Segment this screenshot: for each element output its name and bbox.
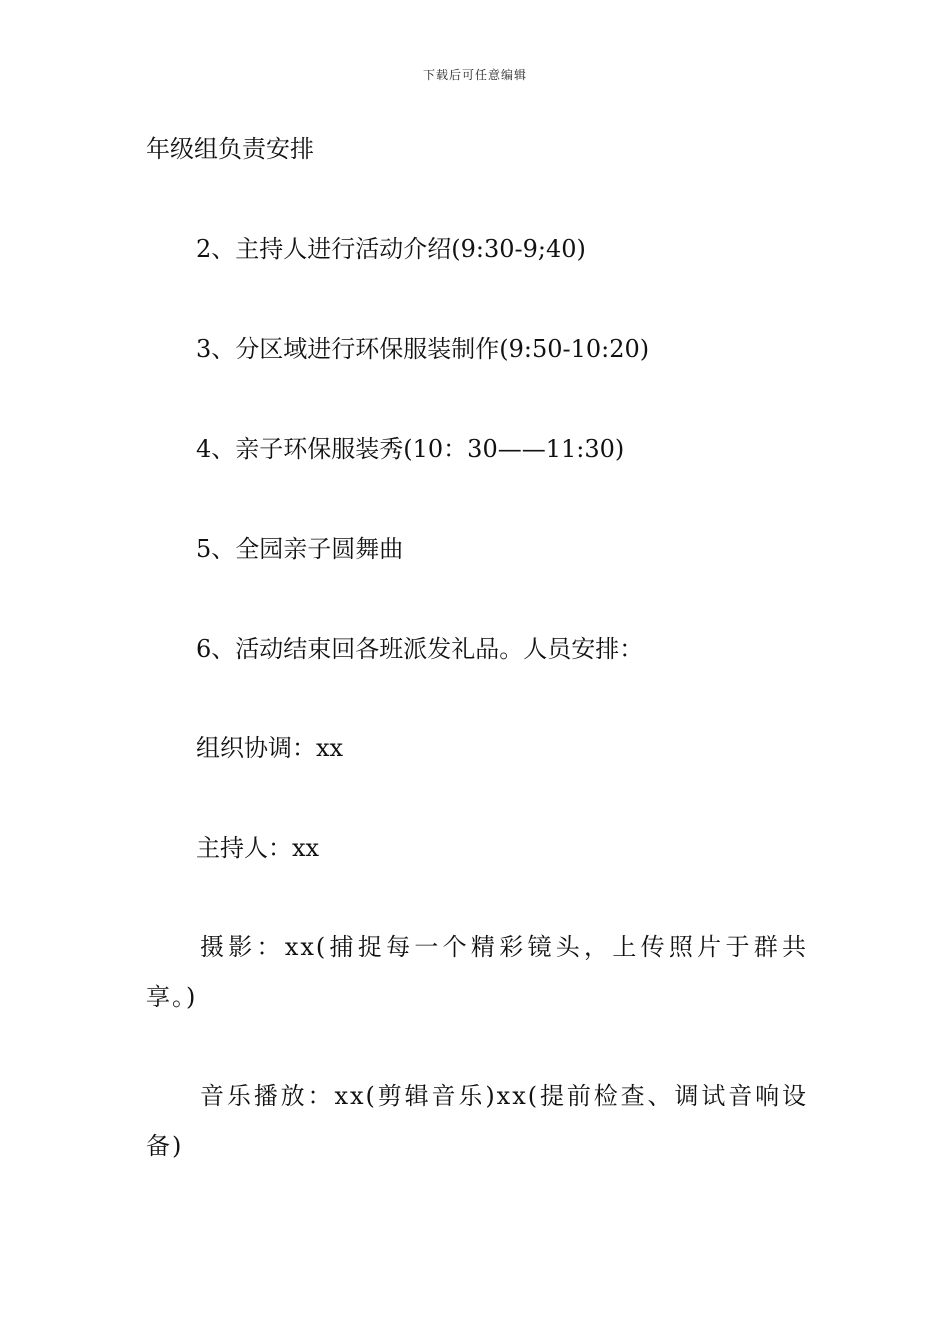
list-item-6: 6、活动结束回各班派发礼品。人员安排： <box>196 635 644 663</box>
list-item-2: 2、主持人进行活动介绍(9:30-9;40) <box>196 235 586 263</box>
staff-host: 主持人：xx <box>196 834 320 862</box>
staff-coordination: 组织协调：xx <box>196 734 344 762</box>
page-header-note: 下载后可任意编辑 <box>422 68 527 82</box>
staff-music: 音乐播放：xx(剪辑音乐)xx(提前检查、调试音响设备) <box>146 1082 808 1160</box>
staff-photography: 摄影：xx(捕捉每一个精彩镜头，上传照片于群共享。) <box>146 933 808 1011</box>
list-item-4: 4、亲子环保服装秀(10：30——11:30) <box>196 435 625 463</box>
list-item-5: 5、全园亲子圆舞曲 <box>196 535 404 563</box>
paragraph-grade-group: 年级组负责安排 <box>146 135 314 163</box>
list-item-3: 3、分区域进行环保服装制作(9:50-10:20) <box>196 335 650 363</box>
